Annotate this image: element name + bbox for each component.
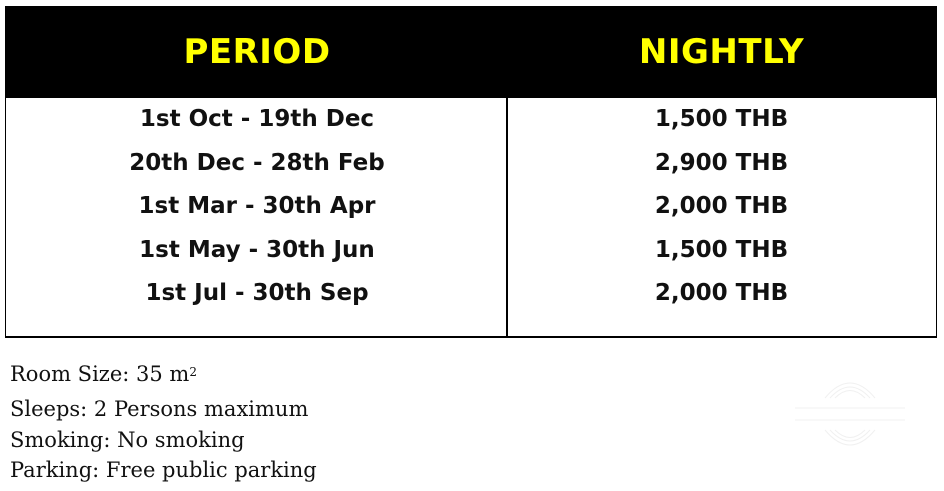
sleeps-text: Sleeps: 2 Persons maximum [10,397,309,421]
table-row [6,142,936,186]
smoking-text: Smoking: No smoking [10,428,245,452]
price-cell: 2,000 THB [654,193,789,219]
table-row [6,229,936,273]
period-cell: 1st Jul - 30th Sep [145,280,369,306]
price-cell: 1,500 THB [654,106,789,132]
period-cell: 1st Mar - 30th Apr [138,193,376,219]
table-row [6,98,936,142]
period-cell: 1st Oct - 19th Dec [139,106,375,132]
table-row [6,185,936,229]
parking-text: Parking: Free public parking [10,458,317,482]
price-cell: 2,000 THB [654,280,789,306]
rate-table [5,6,937,338]
header-nightly: NIGHTLY [638,32,805,72]
table-row [6,272,936,316]
header-period: PERIOD [183,32,331,72]
room-size-text [10,361,197,387]
price-cell: 2,900 THB [654,149,789,176]
price-cell: 1,500 THB [654,236,789,263]
period-cell: 20th Dec - 28th Feb [129,149,385,176]
watermark-logo-icon [785,368,915,468]
table-body [6,98,936,316]
period-cell: 1st May - 30th Jun [139,236,375,263]
table-header [6,6,936,98]
room-size-label: Room Size: 35 m [10,362,190,386]
room-size-superscript: 2 [189,365,197,379]
